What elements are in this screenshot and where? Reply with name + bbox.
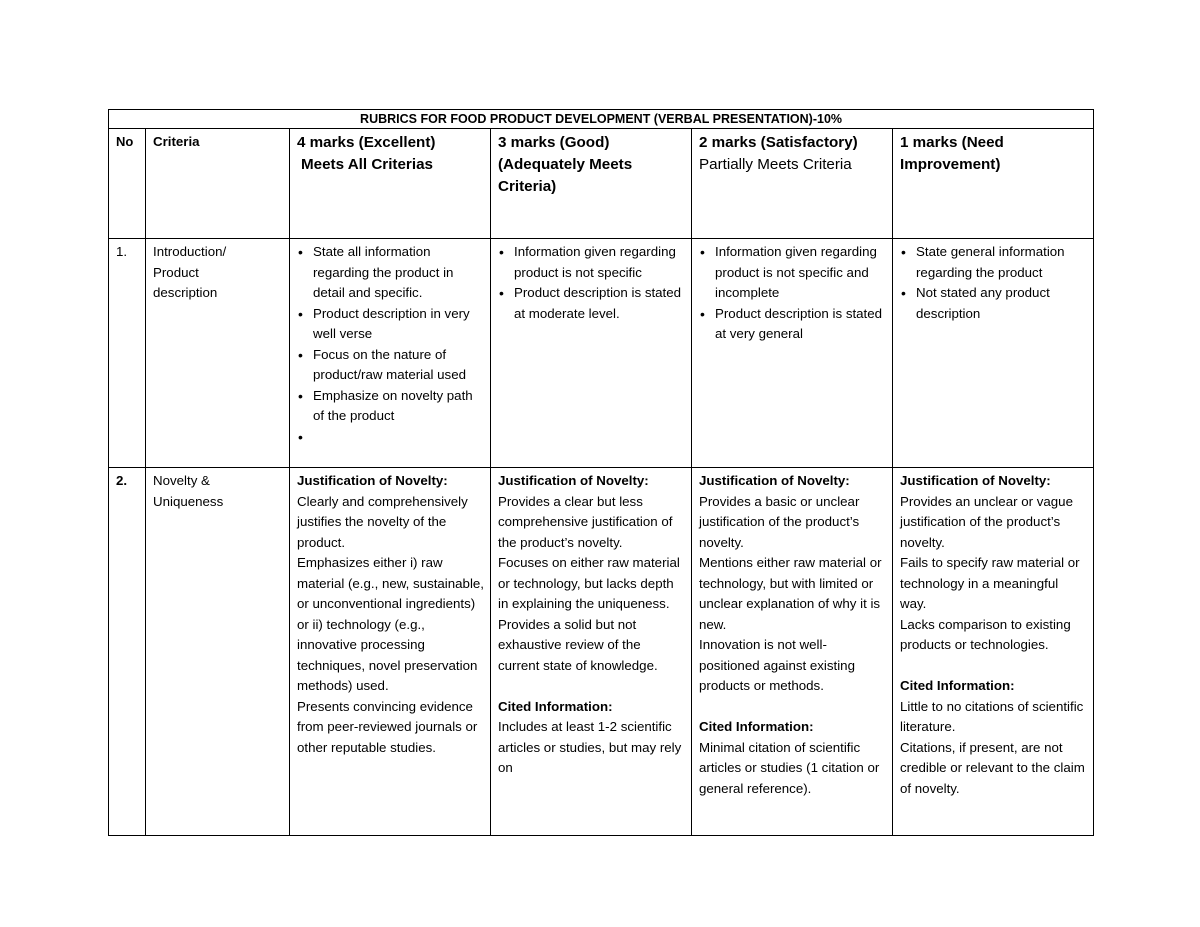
list-item: • Product description in very well verse [297, 304, 484, 345]
row2-good-line-2: Focuses on either raw material or technology, but lacks depth in explaining the uniqueness. [498, 555, 680, 611]
row2-satisfactory-line-2: Mentions either raw material or technology, but with limited or unclear explanation of why it is new. [699, 555, 882, 632]
header-criteria [146, 129, 290, 239]
row1-need-list [900, 242, 1087, 324]
list-item: • Not stated any product description [900, 283, 1087, 324]
row1-satisfactory [692, 239, 893, 468]
header-need-line-1: 1 marks (Need [900, 134, 1004, 151]
row2-need [893, 468, 1094, 836]
row2-good-line-1: Provides a clear but less comprehensive justification of the product’s novelty. [498, 493, 673, 550]
row1-need [893, 239, 1094, 468]
spacer [498, 676, 685, 697]
list-item: • State all information regarding the product in detail and specific. [297, 242, 484, 304]
table-row [109, 239, 1094, 468]
header-good-line-3: Criteria) [498, 178, 557, 195]
header-no: No [109, 129, 146, 239]
row2-excellent-label: Justification of Novelty: [297, 473, 448, 488]
row2-satisfactory-cited-label: Cited Information: [699, 719, 814, 734]
row2-need-line-2: Fails to specify raw material or technology in a meaningful way. [900, 555, 1080, 611]
row2-excellent-line-3: Presents convincing evidence from peer-reviewed journals or other reputable studies. [297, 698, 478, 755]
row1-good [491, 239, 692, 468]
header-good [491, 129, 692, 239]
row2-satisfactory-line-3: Innovation is not well-positioned against existing products or methods. [699, 637, 855, 693]
rubric-table [108, 109, 1094, 836]
row2-criteria-line-1: Novelty & [153, 473, 210, 488]
row2-need-cited-line-2: Citations, if present, are not credible or relevant to the claim of novelty. [900, 739, 1085, 796]
row2-excellent-line-2: Emphasizes either i) raw material (e.g., new, sustainable, or unconventional ingredients) or ii) technology (e.g., innovative processing techniques, novel preservation methods) used. [297, 555, 484, 693]
row2-need-label: Justification of Novelty: [900, 473, 1051, 488]
title-row [109, 110, 1094, 129]
header-excellent-line-2: Meets All Criterias [301, 156, 433, 173]
row2-satisfactory-cited-line-1: Minimal citation of scientific articles or studies (1 citation or general reference). [699, 739, 880, 796]
row2-excellent-line-1: Clearly and comprehensively justifies the novelty of the product. [297, 493, 468, 550]
row1-criteria-line-3: description [153, 285, 218, 300]
header-good-line-2: (Adequately Meets [498, 156, 633, 173]
header-satisfactory [692, 129, 893, 239]
header-good-line-1: 3 marks (Good) [498, 134, 610, 151]
row1-criteria-line-1: Introduction/ [153, 244, 227, 259]
header-satisfactory-line-2: Partially Meets Criteria [699, 156, 852, 173]
row2-no [109, 468, 146, 836]
list-item: • Product description is stated at very general [699, 304, 886, 345]
row1-excellent-list [297, 242, 484, 445]
row1-no: 1. [109, 239, 146, 468]
header-need-line-2: Improvement) [900, 156, 1001, 173]
row1-criteria [146, 239, 290, 468]
row1-excellent [290, 239, 491, 468]
spacer [699, 697, 886, 718]
row2-criteria [146, 468, 290, 836]
list-item: • Information given regarding product is not specific and incomplete [699, 242, 886, 304]
list-item: • Focus on the nature of product/raw material used [297, 345, 484, 386]
header-excellent [290, 129, 491, 239]
list-item: • State general information regarding the product [900, 242, 1087, 283]
row2-good-line-3: Provides a solid but not exhaustive review of the current state of knowledge. [498, 616, 658, 673]
row2-satisfactory-label: Justification of Novelty: [699, 473, 850, 488]
row2-need-cited-line-1: Little to no citations of scientific literature. [900, 698, 1084, 734]
row2-satisfactory [692, 468, 893, 836]
header-row [109, 129, 1094, 239]
row2-need-line-1: Provides an unclear or vague justification of the product’s novelty. [900, 493, 1073, 550]
list-item-empty [297, 427, 484, 445]
row2-good-content [498, 471, 685, 779]
header-excellent-line-1: 4 marks (Excellent) [297, 134, 436, 151]
row2-need-cited-label: Cited Information: [900, 678, 1015, 693]
header-criteria-label: Criteria [153, 134, 200, 149]
row2-no-label: 2. [116, 473, 128, 488]
row1-criteria-line-2: Product [153, 264, 199, 280]
row2-criteria-line-2: Uniqueness [153, 493, 224, 509]
list-item: • Emphasize on novelty path of the product [297, 386, 484, 427]
row2-need-line-3: Lacks comparison to existing products or technologies. [900, 616, 1071, 652]
header-satisfactory-line-1: 2 marks (Satisfactory) [699, 134, 858, 151]
row2-good-label: Justification of Novelty: [498, 473, 649, 488]
row2-satisfactory-line-1: Provides a basic or unclear justification of the product’s novelty. [699, 493, 860, 550]
row2-excellent [290, 468, 491, 836]
spacer [900, 656, 1087, 677]
row1-satisfactory-list [699, 242, 886, 345]
list-item: • Product description is stated at moderate level. [498, 283, 685, 324]
row2-good-cited-line-1: Includes at least 1-2 scientific articles or studies, but may rely on [498, 719, 682, 775]
row2-good-cited-label: Cited Information: [498, 698, 613, 714]
row2-good [491, 468, 692, 836]
header-need [893, 129, 1094, 239]
table-title: RUBRICS FOR FOOD PRODUCT DEVELOPMENT (VERBAL PRESENTATION)-10% [109, 110, 1094, 129]
list-item: • Information given regarding product is not specific [498, 242, 685, 283]
row1-good-list [498, 242, 685, 324]
table-row [109, 468, 1094, 836]
